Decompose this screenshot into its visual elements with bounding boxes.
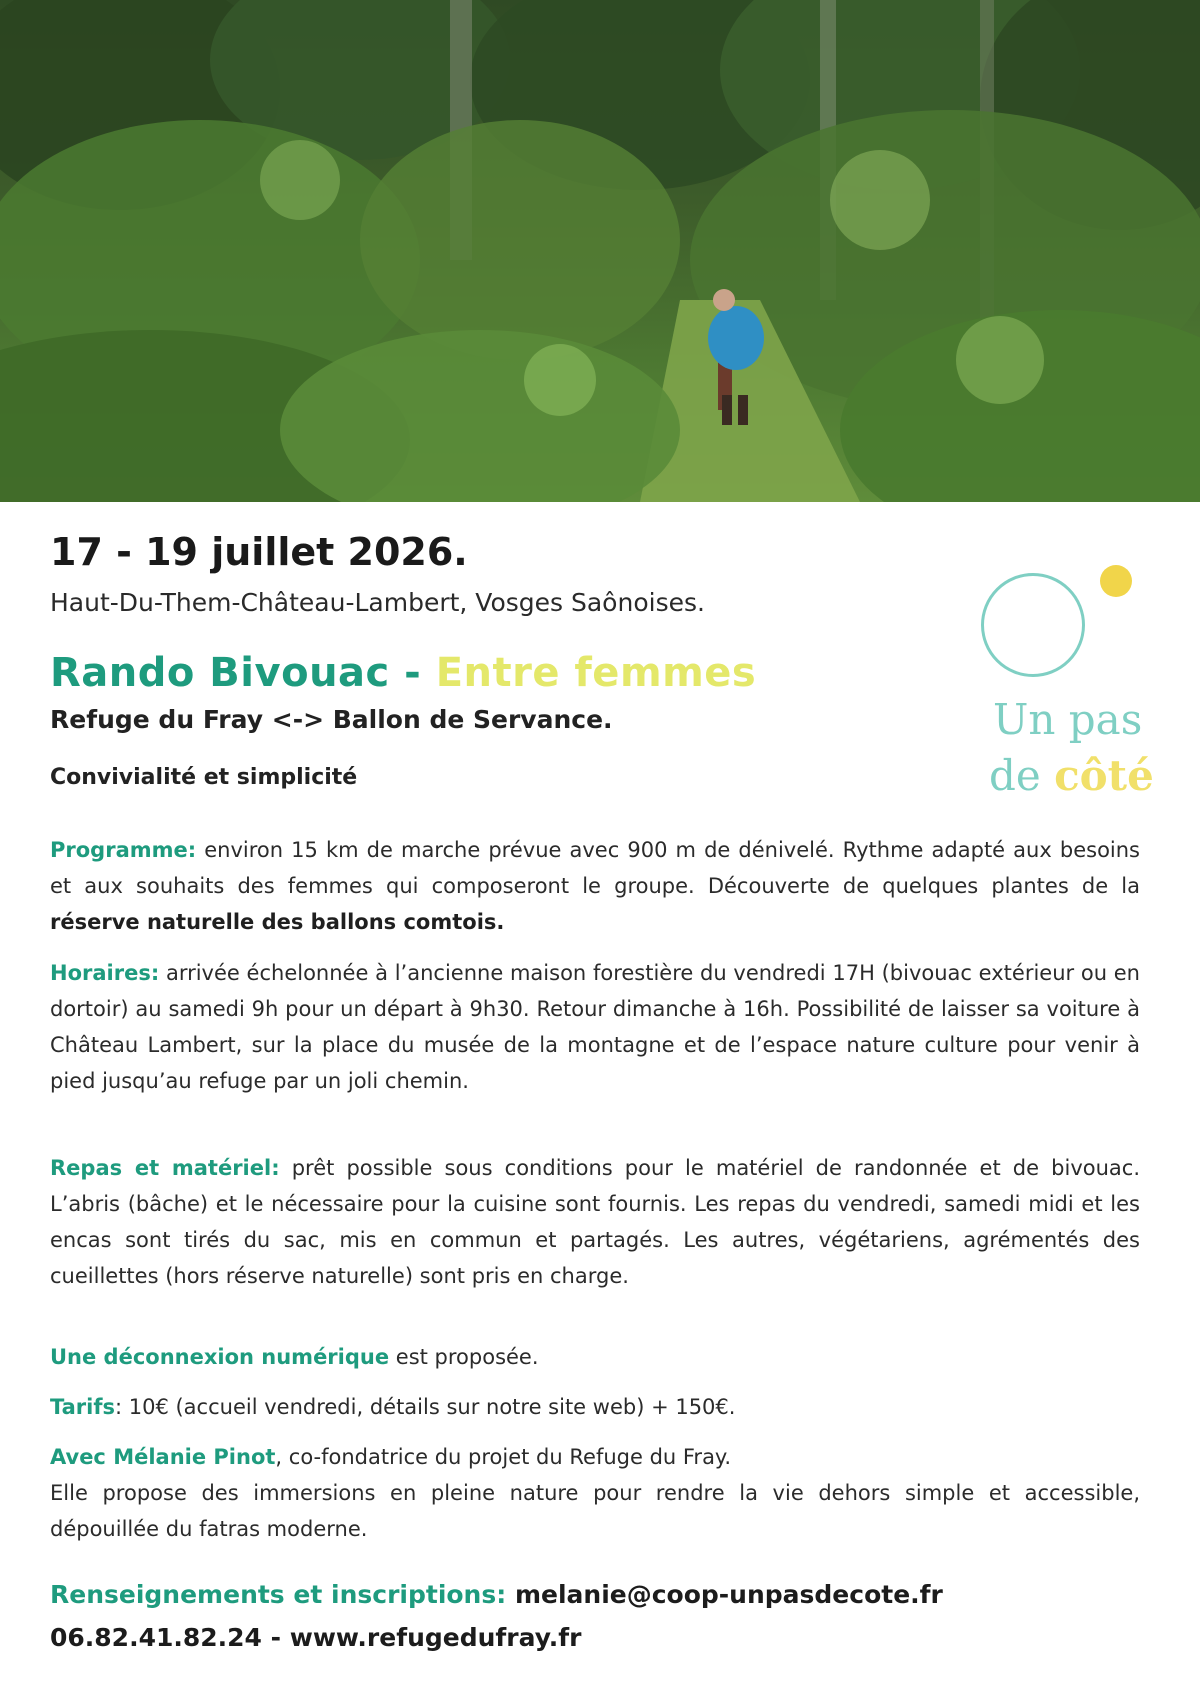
- logo-text-de: de: [989, 751, 1055, 800]
- logo-text-line1: Un pas: [993, 695, 1143, 744]
- contact-phone-website[interactable]: 06.82.41.82.24 - www.refugedufray.fr: [50, 1623, 582, 1652]
- deconnexion-paragraph: [50, 1339, 1140, 1375]
- tarifs-label: Tarifs: [50, 1395, 115, 1419]
- contact-email[interactable]: melanie@coop-unpasdecote.fr: [506, 1580, 943, 1609]
- event-title: [50, 650, 756, 696]
- tarifs-paragraph: [50, 1389, 1140, 1425]
- repas-text: prêt possible sous conditions pour le matériel de randonnée et de bivouac. L’abris (bâche) et le nécessaire pour la cuisine sont fournis. Les repas du vendredi, samedi midi et les encas sont tirés du sac, mis en commun et partagés. Les autres, végétariens, agrémentés des cueillettes (hors réserve naturelle) sont pris en charge.: [50, 1156, 1140, 1288]
- horaires-paragraph: [50, 955, 1140, 1099]
- title-rando-bivouac: Rando Bivouac -: [50, 650, 436, 696]
- deconnexion-text: est proposée.: [389, 1345, 539, 1369]
- programme-paragraph: [50, 832, 1140, 940]
- event-date: 17 - 19 juillet 2026.: [50, 530, 468, 574]
- programme-bold: réserve naturelle des ballons comtois.: [50, 910, 505, 934]
- contact-line: [50, 1580, 1150, 1609]
- forest-hiker-photo: [0, 0, 1200, 502]
- logo-text-cote: côté: [1054, 751, 1154, 800]
- avec-text-2: Elle propose des immersions en pleine nature pour rendre la vie dehors simple et accessible, dépouillée du fatras moderne.: [50, 1481, 1140, 1541]
- avec-text: , co-fondatrice du projet du Refuge du Fray.: [275, 1445, 732, 1469]
- event-route: Refuge du Fray <-> Ballon de Servance.: [50, 705, 613, 734]
- programme-label: Programme:: [50, 838, 197, 862]
- logo-sun-dot-icon: [1100, 565, 1132, 597]
- programme-text: environ 15 km de marche prévue avec 900 m de dénivelé. Rythme adapté aux besoins et aux souhaits des femmes qui composeront le groupe. Découverte de quelques plantes de la: [50, 838, 1140, 898]
- repas-label: Repas et matériel:: [50, 1156, 280, 1180]
- avec-label: Avec Mélanie Pinot: [50, 1445, 276, 1469]
- repas-paragraph: [50, 1150, 1140, 1294]
- forest-illustration: [0, 0, 1200, 502]
- logo-text-line2: [989, 751, 1154, 800]
- logo-circle-icon: [981, 573, 1085, 677]
- event-location: Haut-Du-Them-Château-Lambert, Vosges Saônoises.: [50, 588, 705, 617]
- event-tagline: Convivialité et simplicité: [50, 765, 358, 790]
- horaires-label: Horaires:: [50, 961, 160, 985]
- tarifs-text: : 10€ (accueil vendredi, détails sur notre site web) + 150€.: [114, 1395, 736, 1419]
- avec-paragraph: [50, 1439, 1140, 1547]
- title-entre-femmes: Entre femmes: [435, 650, 757, 696]
- deconnexion-label: Une déconnexion numérique: [50, 1345, 390, 1369]
- un-pas-de-cote-logo: [975, 555, 1155, 800]
- contact-label: Renseignements et inscriptions:: [50, 1580, 507, 1609]
- horaires-text: arrivée échelonnée à l’ancienne maison forestière du vendredi 17H (bivouac extérieur ou en dortoir) au samedi 9h pour un départ à 9h30. Retour dimanche à 16h. Possibilité de laisser sa voiture à Château Lambert, sur la place du musée de la montagne et de l’espace nature culture pour venir à pied jusqu’au refuge par un joli chemin.: [50, 961, 1140, 1093]
